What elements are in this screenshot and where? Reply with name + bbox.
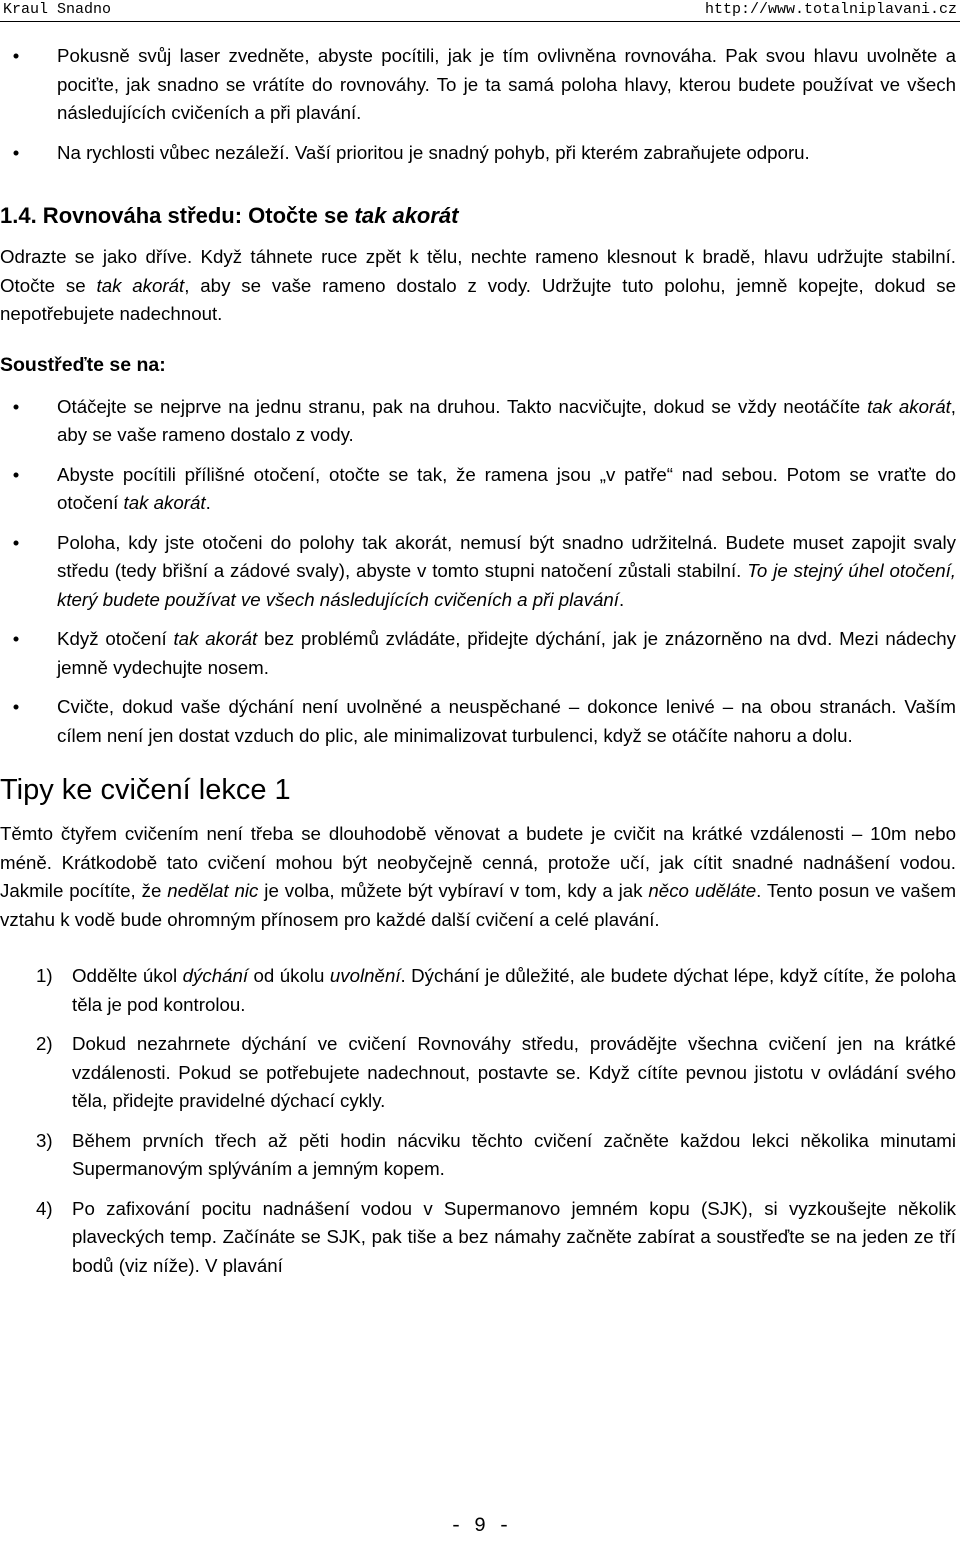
- list-item-text: od úkolu: [248, 965, 330, 986]
- list-item-text: Na rychlosti vůbec nezáleží. Vaší prioritou je snadný pohyb, při kterém zabraňujete odporu.: [57, 141, 810, 163]
- list-item-text: , aby se vaše rameno dostalo z vody.: [57, 395, 956, 445]
- list-item: [0, 1030, 956, 1116]
- list-item-text: .: [205, 492, 211, 513]
- page-header: [0, 0, 960, 22]
- list-item-text: .: [618, 588, 625, 610]
- list-item-text: bez problémů zvládáte, přidejte dýchání, jak je znázorněno na dvd. Mezi nádechy jemně vydechujte nosem.: [57, 628, 957, 678]
- list-item: [0, 393, 956, 450]
- paragraph-text: . Tento posun ve vašem vztahu k vodě bude ohromným přínosem pro každé další cvičení a celé plavání.: [0, 880, 957, 930]
- bullet-icon: •: [12, 696, 20, 717]
- list-item-text: Abyste pocítili přílišné otočení, otočte se tak, že ramena jsou „v patře“ nad sebou. Potom se vraťte do otočení: [57, 463, 956, 513]
- list-item: [0, 139, 956, 168]
- paragraph-text: Těmto čtyřem cvičením není třeba se dlouhodobě věnovat a budete je cvičit na krátké vzdálenosti – 10m nebo méně. Krátkodobě tato cvičení mohou být neobyčejně cenná, protože učí, jak cítit snadné nadnášení vodou. Jakmile pocítíte, že: [0, 823, 956, 901]
- list-item-text: Pokusně svůj laser zvedněte, abyste pocítili, jak je tím ovlivněna rovnováha. Pak svou hlavu uvolněte a pociťte, jak snadno se vrátíte do rovnováhy. To je ta samá poloha hlavy, kterou budete používat ve všech následujících cvičeních a při plavání.: [57, 45, 956, 123]
- list-item-text: Během prvních třech až pěti hodin nácviku těchto cvičení začněte každou lekci několika minutami Supermanovým splýváním a jemným kopem.: [72, 1129, 956, 1179]
- paragraph-italic: nedělat nic: [167, 880, 259, 901]
- list-item-italic: tak akorát: [173, 628, 258, 649]
- bullet-icon: •: [12, 45, 20, 66]
- list-item-text: Když otočení: [57, 628, 174, 649]
- focus-heading: Soustřeďte se na:: [0, 353, 166, 376]
- list-item: [0, 42, 956, 128]
- bullet-icon: •: [12, 141, 20, 163]
- list-item-text: Dokud nezahrnete dýchání ve cvičení Rovnováhy středu, provádějte všechna cvičení jen na krátké vzdálenosti. Pokud se potřebujete nadechnout, postavte se. Když cítíte pevnou jistotu v ovládání svého těla, přidejte pravidelné dýchací cykly.: [72, 1033, 956, 1111]
- tips-paragraph: [0, 820, 956, 934]
- paragraph-italic: něco uděláte: [648, 880, 757, 901]
- list-item-italic: To je stejný úhel otočení, který budete používat ve všech následujících cvičeních a při plavání: [57, 560, 956, 610]
- list-number: 1): [36, 965, 53, 986]
- section-paragraph: [0, 243, 956, 329]
- section-heading-text: 1.4. Rovnováha středu: Otočte se: [0, 203, 355, 228]
- paragraph-italic: tak akorát: [96, 274, 185, 296]
- list-item-italic: dýchání: [182, 965, 249, 986]
- list-item-text: Oddělte úkol: [72, 965, 183, 986]
- list-item: [0, 962, 956, 1019]
- paragraph-text: je volba, můžete být vybíraví v tom, kdy a jak: [258, 880, 649, 901]
- bullet-icon: •: [12, 628, 20, 649]
- list-item-text: Poloha, kdy jste otočeni do polohy tak akorát, nemusí být snadno udržitelná. Budete muset zapojit svaly středu (tedy břišní a zádové svaly), abyste v tomto stupni natočení zůstali stabilní.: [57, 531, 956, 581]
- page-number: - 9 -: [449, 1515, 510, 1538]
- list-item-italic: uvolnění: [329, 965, 401, 986]
- header-author: Kraul Snadno: [3, 1, 112, 18]
- list-item: [0, 625, 956, 682]
- list-item-italic: tak akorát: [867, 395, 951, 417]
- list-item: [0, 1127, 956, 1184]
- paragraph-text: Odrazte se jako dříve. Když táhnete ruce zpět k tělu, nechte rameno klesnout k bradě, hlavu udržujte stabilní. Otočte se: [0, 246, 956, 296]
- page-content: [0, 42, 956, 1291]
- list-item: [0, 1195, 956, 1281]
- list-item-italic: tak akorát: [123, 492, 206, 513]
- list-item-text: Cvičte, dokud vaše dýchání není uvolněné a neuspěchané – dokonce lenivé – na obou stranách. Vaším cílem není jen dostat vzduch do plic, ale minimalizovat turbulenci, když se otáčíte nahoru a dolu.: [57, 696, 956, 746]
- bullet-icon: •: [12, 463, 20, 485]
- list-number: 4): [36, 1197, 53, 1219]
- paragraph-text: , aby se vaše rameno dostalo z vody. Udržujte tuto polohu, jemně kopejte, dokud se nepotřebujete nadechnout.: [0, 274, 957, 324]
- list-item-text: . Dýchání je důležité, ale budete dýchat lépe, když cítíte, že poloha těla je pod kontrolou.: [72, 965, 956, 1015]
- bullet-icon: •: [12, 531, 20, 553]
- section-heading-italic: tak akorát: [354, 203, 459, 228]
- section-heading-1-4: [0, 201, 956, 231]
- list-number: 2): [36, 1033, 53, 1054]
- bullet-list-focus: [0, 393, 956, 751]
- list-number: 3): [36, 1129, 53, 1151]
- list-item: [0, 461, 956, 518]
- list-item-text: Po zafixování pocitu nadnášení vodou v Supermanovo jemném kopu (SJK), si vyzkoušejte několik plaveckých temp. Začínáte se SJK, pak tiše a bez námahy začněte zabírat a soustřeďte se na jeden ze tří bodů (viz níže). V plavání: [72, 1197, 956, 1276]
- bullet-list-top: [0, 42, 956, 167]
- tips-title: Tipy ke cvičení lekce 1: [0, 774, 291, 806]
- header-url[interactable]: http://www.totalniplavani.cz: [704, 1, 957, 18]
- list-item: [0, 529, 956, 615]
- list-item-text: Otáčejte se nejprve na jednu stranu, pak na druhou. Takto nacvičujte, dokud se vždy neotáčíte: [57, 395, 868, 417]
- numbered-list: [0, 962, 956, 1280]
- list-item: [0, 693, 956, 750]
- header-rule: [0, 21, 960, 22]
- bullet-icon: •: [12, 395, 20, 417]
